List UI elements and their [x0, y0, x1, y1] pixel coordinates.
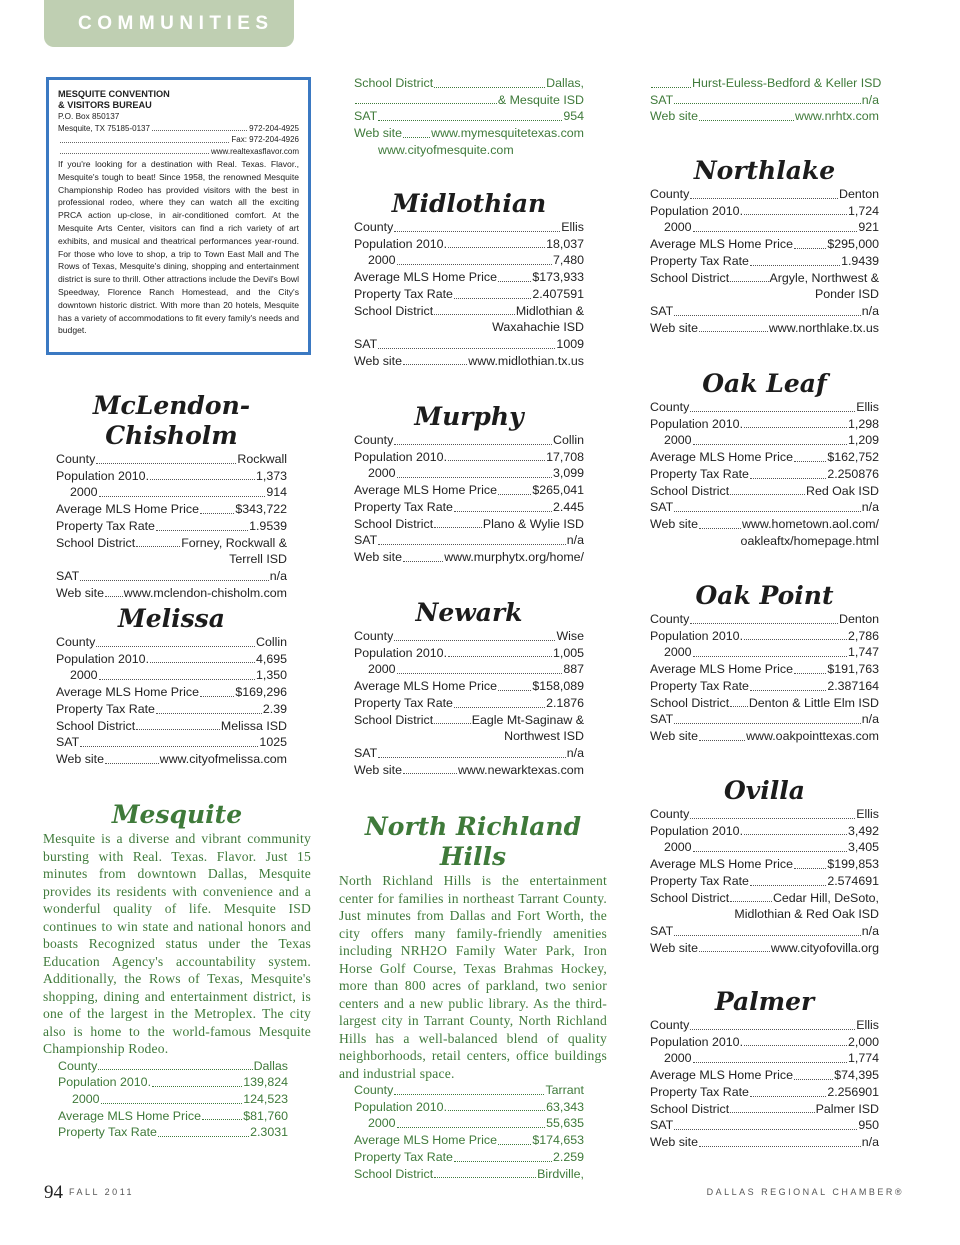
- row-sat: SAT n/a: [354, 745, 584, 760]
- cvb-info-box: [46, 77, 311, 355]
- section-murphy: [354, 402, 584, 566]
- row-web[interactable]: Web site www.oakpointtexas.com: [650, 728, 879, 743]
- row-pop2010: Population 2010. 1,005: [354, 645, 584, 660]
- row-tax: Property Tax Rate 2.387164: [650, 678, 879, 693]
- page-footer-left: [44, 1182, 134, 1204]
- row-pop2010: Population 2010. 17,708: [354, 449, 584, 464]
- row-pop2000: 2000 914: [70, 485, 287, 500]
- row-pop2010: Population 2010. 2,000: [650, 1034, 879, 1049]
- row-mls: Average MLS Home Price $158,089: [354, 679, 584, 694]
- row-web[interactable]: Web site www.nrhtx.com: [650, 109, 879, 124]
- row-school-cont: Terrell ISD: [229, 552, 287, 567]
- row-school-cont: Ponder ISD: [814, 287, 879, 302]
- row-web[interactable]: Web site www.midlothian.tx.us: [354, 353, 584, 368]
- row-pop2000: 2000 7,480: [368, 253, 584, 268]
- city-name: Northlake: [693, 156, 836, 185]
- mesquite-continued: [354, 75, 584, 159]
- box-fax: Fax: 972-204-4926: [231, 135, 299, 144]
- row-pop2010: Population 2010. 63,343: [354, 1099, 584, 1114]
- row-mls: Average MLS Home Price $173,933: [354, 270, 584, 285]
- city-name: McLendon-Chisholm: [92, 391, 251, 450]
- city-name: Oak Leaf: [702, 369, 827, 398]
- row-sat: SAT n/a: [354, 533, 584, 548]
- city-name: Ovilla: [724, 776, 805, 805]
- row-county: County Ellis: [650, 807, 879, 821]
- row-pop2010: Population 2010. 139,824: [58, 1075, 288, 1090]
- row-mls: Average MLS Home Price $174,653: [354, 1133, 584, 1148]
- row-mls: Average MLS Home Price $199,853: [650, 857, 879, 872]
- city-name: Melissa: [118, 604, 225, 633]
- row-tax: Property Tax Rate 1.9439: [650, 253, 879, 268]
- city-name: Newark: [415, 598, 523, 627]
- row-web-cont[interactable]: oakleaftx/homepage.html: [740, 533, 879, 548]
- row-school: School District Cedar Hill, DeSoto,: [650, 890, 879, 905]
- row-sat: SAT n/a: [650, 500, 879, 515]
- city-description: North Richland Hills is the entertainment center for families in northeast Tarrant County. Just minutes from Dallas and Fort Worth, the city offers many family-friendly amenities including NRH2O Family Water Park, Iron Horse Golf Course, Texas Brahmas Hockey, more than 800 acres of parkland, two senior centers and a new public library. As the third-largest city in Tarrant County, North Richland Hills has a well-balanced blend of quality neighborhoods, retail centers, office buildings and industrial space.: [339, 873, 607, 1081]
- row-pop2000: 2000 887: [368, 662, 584, 677]
- row-school: School District Birdville,: [354, 1166, 584, 1181]
- row-pop2000: 2000 1,209: [664, 433, 879, 448]
- row-pop2000: 2000 3,405: [664, 840, 879, 855]
- row-sat: SAT 954: [354, 109, 584, 124]
- row-county: County Denton: [650, 612, 879, 626]
- row-county: County Ellis: [354, 220, 584, 234]
- row-school-cont: Waxahachie ISD: [492, 320, 584, 335]
- row-school: School District Dallas,: [354, 76, 584, 90]
- row-pop2010: Population 2010. 1,298: [650, 416, 879, 431]
- row-web-cont[interactable]: www.cityofmesquite.com: [378, 142, 514, 157]
- box-title-2: & VISITORS BUREAU: [58, 100, 152, 110]
- box-web-line: [58, 146, 299, 158]
- row-web[interactable]: Web site www.northlake.tx.us: [650, 320, 879, 335]
- row-web[interactable]: Web site www.hometown.aol.com/: [650, 516, 879, 531]
- row-tax: Property Tax Rate 2.259: [354, 1149, 584, 1164]
- row-school: School District Palmer ISD: [650, 1101, 879, 1116]
- row-tax: Property Tax Rate 2.39: [56, 701, 287, 716]
- row-school: School District Red Oak ISD: [650, 483, 879, 498]
- row-pop2010: Population 2010. 1,373: [56, 468, 287, 483]
- row-tax: Property Tax Rate 2.407591: [354, 286, 584, 301]
- row-web: Web site n/a: [650, 1134, 879, 1149]
- row-sat: SAT 1009: [354, 336, 584, 351]
- row-pop2000: 2000 1,774: [664, 1051, 879, 1066]
- row-school-cont: Northwest ISD: [504, 729, 584, 744]
- row-pop2000: 2000 1,350: [70, 668, 287, 683]
- row-sat: SAT n/a: [650, 712, 879, 727]
- row-pop2000: 2000 124,523: [72, 1091, 288, 1106]
- section-palmer: [650, 987, 879, 1151]
- row-mls: Average MLS Home Price $191,763: [650, 662, 879, 677]
- section-tab: [44, 0, 294, 47]
- nrh-stats: [339, 1082, 584, 1182]
- row-mls: Average MLS Home Price $295,000: [650, 237, 879, 252]
- row-web[interactable]: Web site www.newarktexas.com: [354, 762, 584, 777]
- section-melissa: [56, 604, 287, 768]
- section-mclendon: [56, 391, 287, 601]
- row-tax: Property Tax Rate 1.9539: [56, 518, 287, 533]
- row-school: School District Melissa ISD: [56, 718, 287, 733]
- row-pop2000: 2000 3,099: [368, 466, 584, 481]
- city-name: Midlothian: [391, 189, 547, 218]
- mesquite-stats: [43, 1058, 288, 1142]
- row-mls: Average MLS Home Price $343,722: [56, 502, 287, 517]
- section-newark: [354, 598, 584, 778]
- row-county: County Denton: [650, 187, 879, 201]
- row-mls: Average MLS Home Price $81,760: [58, 1108, 288, 1123]
- row-county: County Wise: [354, 629, 584, 643]
- box-title: MESQUITE CONVENTION: [58, 89, 170, 99]
- page-number: 94: [44, 1182, 63, 1203]
- row-pop2010: Population 2010. 3,492: [650, 823, 879, 838]
- row-sat: SAT n/a: [650, 303, 879, 318]
- row-county: County Tarrant: [354, 1083, 584, 1097]
- row-web[interactable]: Web site www.mymesquitetexas.com: [354, 126, 584, 141]
- row-sat: SAT 950: [650, 1118, 879, 1133]
- city-name: Palmer: [714, 987, 815, 1016]
- publisher-name: DALLAS REGIONAL CHAMBER®: [706, 1187, 904, 1197]
- section-oakleaf: [650, 369, 879, 549]
- row-tax: Property Tax Rate 2.256901: [650, 1084, 879, 1099]
- section-midlothian: [354, 189, 584, 369]
- row-pop2010: Population 2010. 18,037: [354, 236, 584, 251]
- row-school-cont: Midlothian & Red Oak ISD: [734, 907, 879, 922]
- row-pop2000: 2000 55,635: [368, 1116, 584, 1131]
- row-tax: Property Tax Rate 2.445: [354, 499, 584, 514]
- row-county: County Ellis: [650, 1018, 879, 1032]
- row-tax: Property Tax Rate 2.574691: [650, 873, 879, 888]
- row-pop2000: 2000 1,747: [664, 645, 879, 660]
- row-pop2010: Population 2010. 2,786: [650, 628, 879, 643]
- row-sat: SAT n/a: [56, 568, 287, 583]
- row-web[interactable]: Web site www.cityofmelissa.com: [56, 751, 287, 766]
- row-school-cont: Hurst-Euless-Bedford & Keller ISD: [650, 75, 879, 92]
- row-county: County Collin: [56, 635, 287, 649]
- row-pop2000: 2000 921: [664, 220, 879, 235]
- row-county: County Ellis: [650, 400, 879, 414]
- box-po-box: P.O. Box 850137: [58, 112, 120, 121]
- row-pop2010: Population 2010. 1,724: [650, 203, 879, 218]
- row-web[interactable]: Web site www.murphytx.org/home/: [354, 549, 584, 564]
- section-nrh: [339, 812, 607, 1182]
- row-tax: Property Tax Rate 2.3031: [58, 1125, 288, 1140]
- section-title: COMMUNITIES: [78, 13, 274, 34]
- city-name: Oak Point: [695, 581, 834, 610]
- box-body: If you're looking for a destination with Real. Texas. Flavor., Mesquite's tough to beat! Since 1958, the renowned Mesquite Championship Rodeo has provided visitors with the best in professional rodeo, where they can watch all the exciting PRCA action up-close, in air-conditioned comfort. At the Mesquite Arts Center, visitors can find a rich variety of art exhibits, and musical and theatrical performances year-round. For those who love to shop, a trip to Town East Mall and The Rows of Texas, Mesquite's dining, shopping and entertainment district is sure to thrill. Other attractions include the Devil's Bowl Speedway, Florence Ranch Homestead, and the City's downtown historic district. With more than 20 hotels, Mesquite has a variety of accommodations to fit every family's needs and budget.: [58, 159, 299, 336]
- row-school: School District Plano & Wylie ISD: [354, 516, 584, 531]
- row-mls: Average MLS Home Price $169,296: [56, 685, 287, 700]
- row-school: School District Forney, Rockwall &: [56, 535, 287, 550]
- row-mls: Average MLS Home Price $162,752: [650, 450, 879, 465]
- row-mls: Average MLS Home Price $74,395: [650, 1068, 879, 1083]
- box-phone: 972-204-4925: [249, 123, 299, 133]
- city-name: Mesquite: [111, 800, 243, 829]
- box-web[interactable]: www.realtexasflavor.com: [210, 146, 299, 156]
- section-northlake: [650, 156, 879, 336]
- section-oakpoint: [650, 581, 879, 745]
- issue-season: FALL 2011: [69, 1187, 135, 1197]
- row-school: School District Denton & Little Elm ISD: [650, 695, 879, 710]
- row-sat: SAT n/a: [650, 923, 879, 938]
- city-name: North Richland Hills: [364, 812, 582, 871]
- row-sat: SAT n/a: [650, 92, 879, 107]
- section-mesquite: [43, 800, 311, 1141]
- row-web[interactable]: Web site www.cityofovilla.org: [650, 940, 879, 955]
- row-pop2010: Population 2010. 4,695: [56, 651, 287, 666]
- row-school: School District Argyle, Northwest &: [650, 270, 879, 285]
- nrh-continued: [650, 75, 882, 125]
- row-tax: Property Tax Rate 2.250876: [650, 466, 879, 481]
- row-school-cont: & Mesquite ISD: [354, 92, 584, 109]
- row-web[interactable]: Web site www.mclendon-chisholm.com: [56, 585, 287, 600]
- city-description: Mesquite is a diverse and vibrant community bursting with Real. Texas. Flavor. Just 15 minutes from downtown Dallas, Mesquite provides its residents with convenience and a wonderful quality of life. Mesquite ISD continues to win state and national honors and boasts Recognized status under the Texas Education Agency's accountability system. Additionally, the Rows of Texas, Mesquite's shopping, dining and entertainment district, is one of the largest in the Metroplex. The city also is home to the world-famous Mesquite Championship Rodeo.: [43, 831, 311, 1056]
- box-fax-line: [58, 134, 299, 146]
- box-phone-line: Mesquite, TX 75185-0137 972-204-4925: [58, 123, 299, 133]
- row-school: School District Midlothian &: [354, 303, 584, 318]
- row-county: County Collin: [354, 433, 584, 447]
- row-school: School District Eagle Mt-Saginaw &: [354, 712, 584, 727]
- row-tax: Property Tax Rate 2.1876: [354, 695, 584, 710]
- city-name: Murphy: [414, 402, 524, 431]
- row-county: County Rockwall: [56, 452, 287, 466]
- row-county: County Dallas: [58, 1058, 288, 1073]
- row-mls: Average MLS Home Price $265,041: [354, 483, 584, 498]
- section-ovilla: [650, 776, 879, 956]
- row-sat: SAT 1025: [56, 735, 287, 750]
